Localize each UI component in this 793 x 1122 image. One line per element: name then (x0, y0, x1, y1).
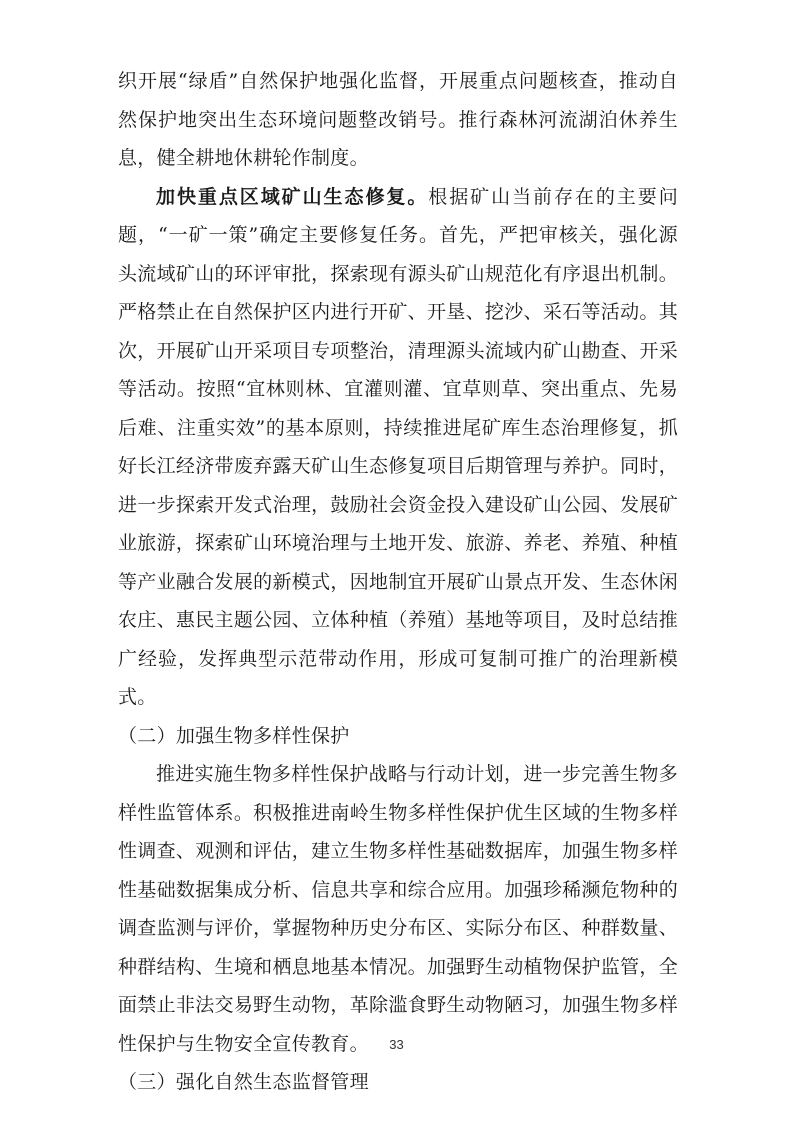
paragraph-nature-reserve-supervision: 织开展“绿盾”自然保护地强化监督，开展重点问题核查，推动自然保护地突出生态环境问题整改销号。推行森林河流湖泊休养生息，健全耕地休耕轮作制度。 (118, 70, 678, 169)
paragraph-biodiversity: 推进实施生物多样性保护战略与行动计划，进一步完善生物多样性监管体系。积极推进南岭生物多样性保护优生区域的生物多样性调查、观测和评估，建立生物多样性基础数据库，加强生物多样性基础数据集成分析、信息共享和综合应用。加强珍稀濒危物种的调查监测与评价，掌握物种历史分布区、实际分布区、种群数量、种群结构、生境和栖息地基本情况。加强野生动植物保护监管，全面禁止非法交易野生动物，革除滥食野生动物陋习，加强生物多样性保护与生物安全宣传教育。 (118, 763, 678, 1055)
paragraph-body-text: 根据矿山当前存在的主要问题，“一矿一策”确定主要修复任务。首先，严把审核关，强化源头流域矿山的环评审批，探索现有源头矿山规范化有序退出机制。严格禁止在自然保护区内进行开矿、开垦、挖沙、采石等活动。其次，开展矿山开采项目专项整治，清理源头流域内矿山勘查、开采等活动。按照“宜林则林、宜灌则灌、宜草则草、突出重点、先易后难、注重实效”的基本原则，持续推进尾矿库生态治理修复，抓好长江经济带废弃露天矿山生态修复项目后期管理与养护。同时，进一步探索开发式治理，鼓励社会资金投入建设矿山公园、发展矿业旅游，探索矿山环境治理与土地开发、旅游、养老、养殖、种植等产业融合发展的新模式，因地制宜开展矿山景点开发、生态休闲农庄、惠民主题公园、立体种植（养殖）基地等项目，及时总结推广经验，发挥典型示范带动作用，形成可复制可推广的治理新模式。 (118, 185, 678, 708)
document-body (118, 62, 678, 1102)
paragraph-mine-restoration (118, 178, 678, 717)
paragraph-lead-bold: 加快重点区域矿山生态修复。 (156, 185, 429, 208)
section-heading-biodiversity: （二）加强生物多样性保护 (118, 724, 350, 747)
page-number: 33 (389, 1037, 404, 1052)
section-heading-ecological-supervision: （三）强化自然生态监督管理 (118, 1071, 369, 1093)
